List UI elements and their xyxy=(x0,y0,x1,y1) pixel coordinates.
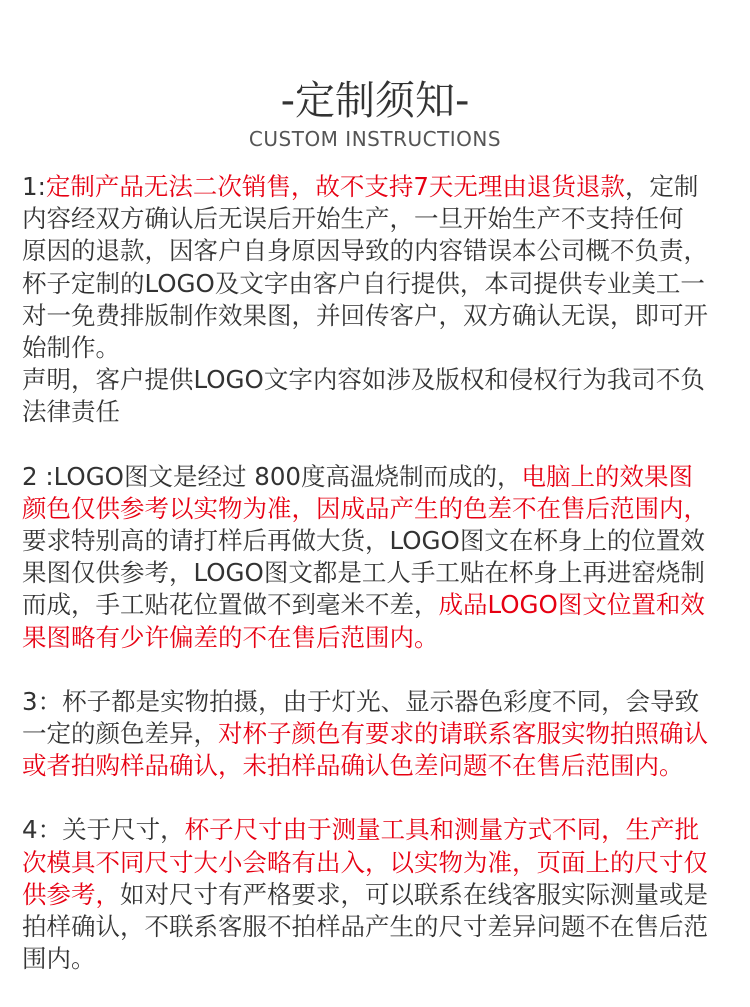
text-line xyxy=(22,814,742,846)
body-text: 杯子定制的LOGO及文字由客户自行提供，本司提供专业美工一 xyxy=(22,268,705,298)
body-text: 声明，客户提供LOGO文字内容如涉及版权和侵权行为我司不负 xyxy=(22,365,705,395)
instruction-paragraph xyxy=(22,686,742,783)
body-text: ，定制 xyxy=(624,172,699,201)
text-line xyxy=(22,493,742,525)
text-line xyxy=(22,461,742,493)
body-text: 果图仅供参考，LOGO图文都是工人手工贴在杯身上再进窑烧制 xyxy=(22,558,705,588)
text-line xyxy=(22,300,742,332)
instruction-paragraph xyxy=(22,814,742,975)
text-line xyxy=(22,525,742,557)
page-subtitle: CUSTOM INSTRUCTIONS xyxy=(248,127,502,151)
highlighted-text: 杯子尺寸由于测量工具和测量方式不同，生产批 xyxy=(184,815,700,845)
text-line xyxy=(22,268,742,300)
text-line xyxy=(22,589,742,621)
body-text: 而成，手工贴花位置做不到毫米不差， xyxy=(22,590,439,620)
body-text: 法律责任 xyxy=(22,397,120,427)
text-line xyxy=(22,396,742,428)
text-line xyxy=(22,622,742,654)
text-line xyxy=(22,364,742,396)
instructions-body xyxy=(22,171,742,1007)
text-line xyxy=(22,235,742,267)
highlighted-text: 颜色仅供参考以实物为准，因成品产生的色差不在售后范围内， xyxy=(22,493,708,523)
highlighted-text: 供参考， xyxy=(22,879,120,909)
body-text: 如对尺寸有严格要求，可以联系在线客服实际测量或是 xyxy=(120,879,708,909)
body-text: 一定的颜色差异， xyxy=(22,719,218,749)
text-line xyxy=(22,911,742,943)
body-text: 4：关于尺寸， xyxy=(22,815,185,845)
body-text: 围内。 xyxy=(22,944,96,974)
body-text: 原因的退款，因客户自身原因导致的内容错误本公司概不负责， xyxy=(22,236,708,266)
body-text: 要求特别高的请打样后再做大货，LOGO图文在杯身上的位置效 xyxy=(22,526,705,556)
page-title: -定制须知- xyxy=(280,78,470,124)
text-line xyxy=(22,943,742,975)
highlighted-text: 成品LOGO图文位置和效 xyxy=(438,590,705,620)
text-line xyxy=(22,847,742,879)
highlighted-text: 定制产品无法二次销售，故不支持7天无理由退货退款 xyxy=(45,172,625,201)
text-line xyxy=(22,171,742,203)
highlighted-text: 电脑上的效果图 xyxy=(521,461,694,491)
body-text: 3：杯子都是实物拍摄，由于灯光、显示器色彩度不同，会导致 xyxy=(22,686,700,716)
body-text: 2 :LOGO图文是经过 800度高温烧制而成的， xyxy=(22,461,522,491)
text-line xyxy=(22,879,742,911)
body-text: 对一免费排版制作效果图，并回传客户，双方确认无误，即可开 xyxy=(22,300,708,330)
text-line xyxy=(22,203,742,235)
highlighted-text: 对杯子颜色有要求的请联系客服实物拍照确认 xyxy=(218,719,708,749)
text-line xyxy=(22,686,742,718)
body-text: 拍样确认，不联系客服不拍样品产生的尺寸差异问题不在售后范 xyxy=(22,912,708,942)
highlighted-text: 果图略有少许偏差的不在售后范围内。 xyxy=(22,622,439,652)
text-line xyxy=(22,557,742,589)
text-line xyxy=(22,718,742,750)
instruction-paragraph xyxy=(22,171,742,429)
instruction-paragraph xyxy=(22,461,742,654)
text-line xyxy=(22,750,742,782)
text-line xyxy=(22,332,742,364)
highlighted-text: 次模具不同尺寸大小会略有出入，以实物为准，页面上的尺寸仅 xyxy=(22,847,708,877)
body-text: 内容经双方确认后无误后开始生产，一旦开始生产不支持任何 xyxy=(22,204,684,234)
body-text: 始制作。 xyxy=(22,333,120,363)
body-text: 1: xyxy=(22,172,46,201)
highlighted-text: 或者拍购样品确认，未拍样品确认色差问题不在售后范围内。 xyxy=(22,751,684,781)
